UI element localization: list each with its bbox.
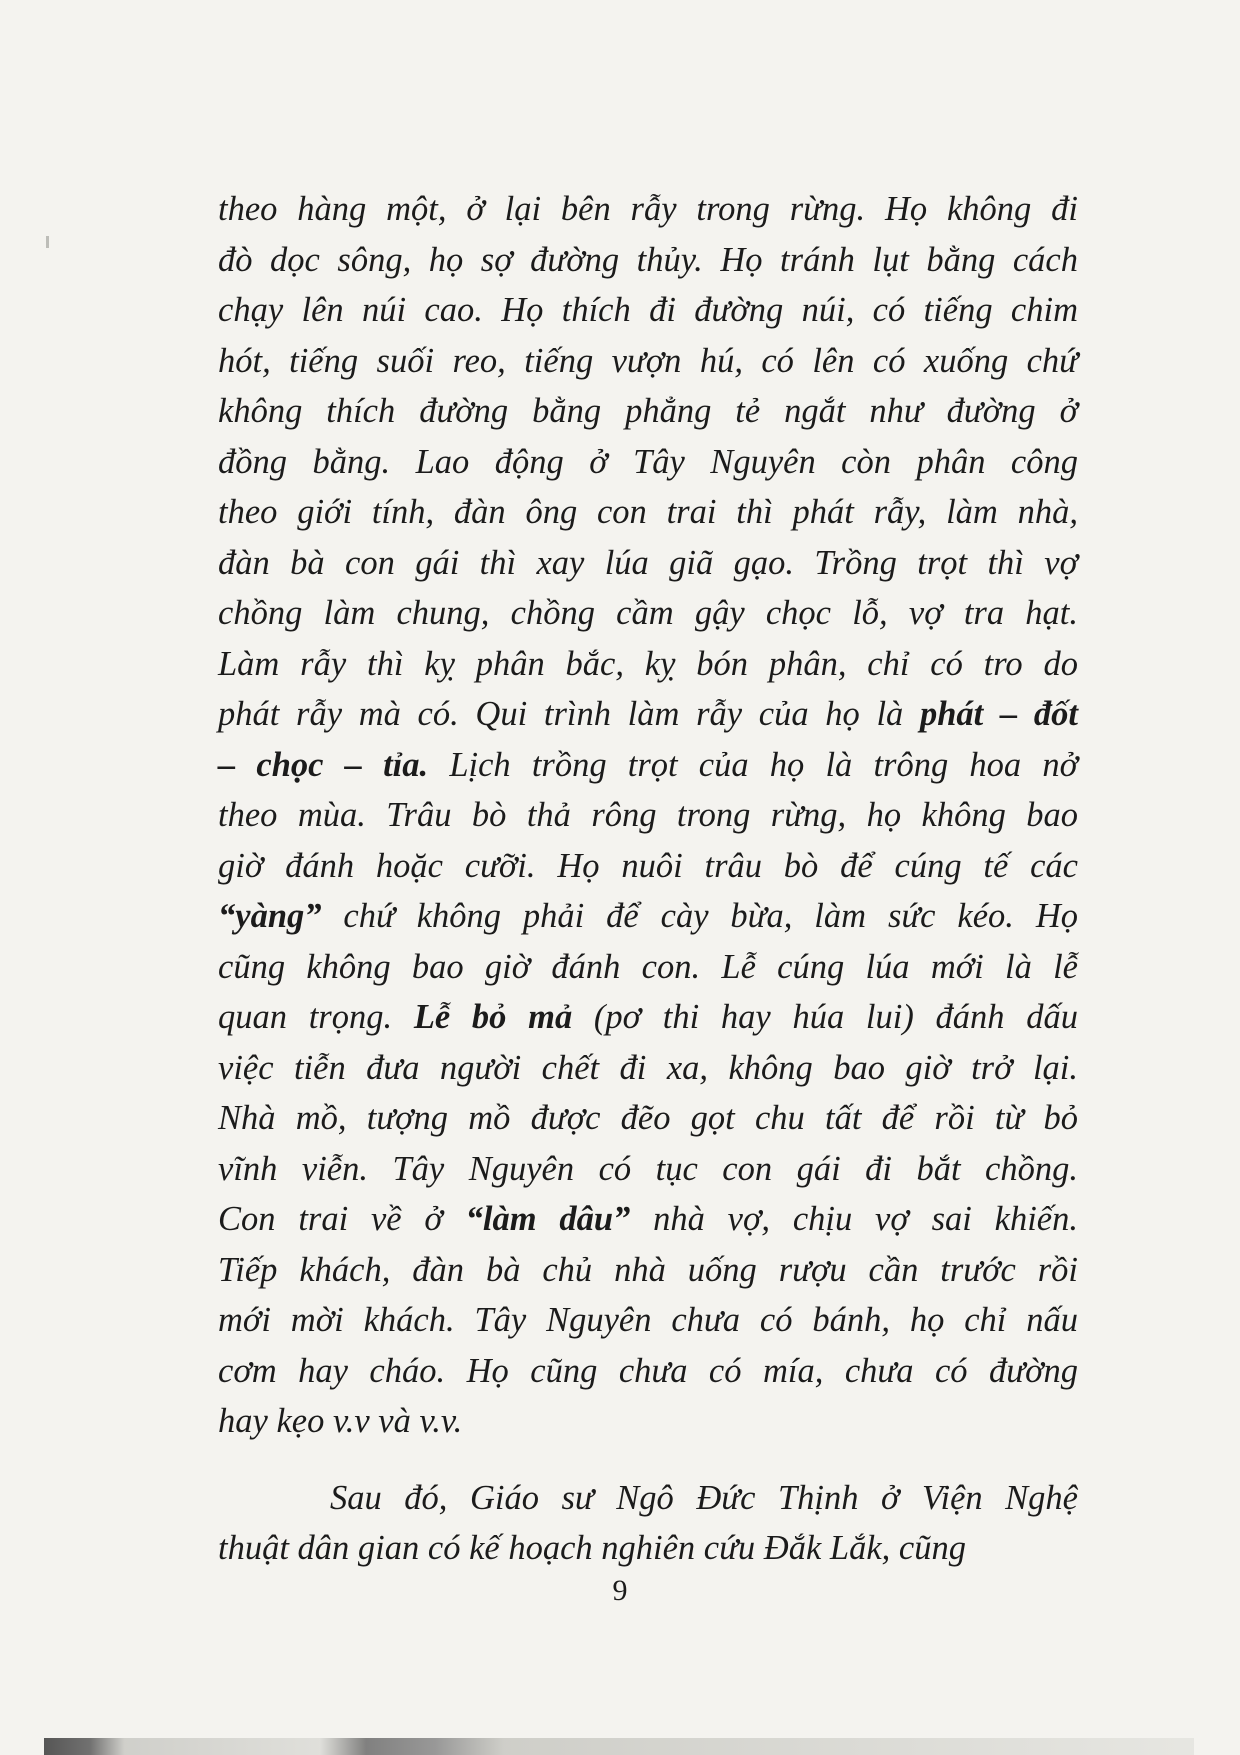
text-run: Nhà mồ, tượng mồ được đẽo gọt chu tất để rồi từ bỏ (218, 1099, 1078, 1137)
text-line (218, 740, 1078, 791)
text-line (218, 538, 1078, 589)
text-run: thuật dân gian có kế hoạch nghiên cứu Đắk Lắk, cũng (218, 1529, 966, 1567)
text-run: hay kẹo v.v và v.v. (218, 1402, 463, 1440)
text-line (218, 1295, 1078, 1346)
text-run: không thích đường bằng phẳng tẻ ngắt như đường ở (218, 392, 1078, 430)
text-run: chạy lên núi cao. Họ thích đi đường núi, có tiếng chim (218, 291, 1078, 329)
text-run: theo mùa. Trâu bò thả rông trong rừng, họ không bao (218, 796, 1078, 834)
text-line (218, 992, 1078, 1043)
text-line (218, 689, 1078, 740)
text-run: Sau đó, Giáo sư Ngô Đức Thịnh ở Viện Nghệ (330, 1478, 1078, 1517)
text-line (218, 1346, 1078, 1397)
text-line (218, 1194, 1078, 1245)
page-text (218, 184, 1078, 1574)
text-line (218, 790, 1078, 841)
bold-term: “làm dâu” (465, 1200, 631, 1238)
bold-term: phát – đốt (920, 695, 1078, 733)
text-line (218, 1523, 1078, 1574)
text-run: nhà vợ, chịu vợ sai khiến. (630, 1200, 1078, 1238)
text-run: Làm rẫy thì kỵ phân bắc, kỵ bón phân, chỉ có tro do (218, 644, 1078, 683)
text-run: mới mời khách. Tây Nguyên chưa có bánh, họ chỉ nấu (218, 1301, 1078, 1339)
text-run: theo giới tính, đàn ông con trai thì phát rẫy, làm nhà, (218, 493, 1078, 531)
bold-term: “yàng” (218, 897, 322, 935)
text-line (218, 487, 1078, 538)
text-line (218, 184, 1078, 235)
text-run: vĩnh viễn. Tây Nguyên có tục con gái đi bắt chồng. (218, 1149, 1078, 1188)
text-line (218, 1043, 1078, 1094)
text-run: việc tiễn đưa người chết đi xa, không bao giờ trở lại. (218, 1048, 1078, 1087)
text-line (218, 841, 1078, 892)
text-line (218, 639, 1078, 690)
bold-term: – chọc – tỉa. (218, 745, 429, 784)
text-run: chứ không phải để cày bừa, làm sức kéo. Họ (321, 897, 1078, 935)
text-line (218, 1396, 1078, 1447)
text-run: đò dọc sông, họ sợ đường thủy. Họ tránh lụt bằng cách (218, 240, 1078, 279)
text-line (218, 437, 1078, 488)
bold-term: Lễ bỏ mả (413, 998, 573, 1036)
text-line (218, 1245, 1078, 1296)
paragraph-2 (218, 1473, 1078, 1574)
text-run: đồng bằng. Lao động ở Tây Nguyên còn phân công (218, 442, 1078, 481)
text-run: phát rẫy mà có. Qui trình làm rẫy của họ là (218, 695, 920, 733)
text-run: Tiếp khách, đàn bà chủ nhà uống rượu cần trước rồi (218, 1250, 1078, 1289)
paragraph-1 (218, 184, 1078, 1447)
text-line (218, 1144, 1078, 1195)
text-line (218, 891, 1078, 942)
scan-edge-shadow (44, 1738, 1194, 1755)
text-run: hót, tiếng suối reo, tiếng vượn hú, có lên có xuống chứ (218, 341, 1078, 380)
text-run: theo hàng một, ở lại bên rẫy trong rừng. Họ không đi (218, 190, 1078, 228)
text-run: đàn bà con gái thì xay lúa giã gạo. Trồng trọt thì vợ (218, 543, 1078, 582)
text-run: (pơ thi hay húa lui) đánh dấu (572, 998, 1078, 1036)
text-run: quan trọng. (218, 998, 414, 1036)
text-run: Con trai về ở (218, 1200, 466, 1238)
text-line (218, 336, 1078, 387)
text-line (218, 386, 1078, 437)
text-line (218, 942, 1078, 993)
text-line (218, 588, 1078, 639)
paragraph-gap (218, 1447, 1078, 1473)
text-run: Lịch trồng trọt của họ là trông hoa nở (428, 745, 1078, 784)
text-line (218, 1093, 1078, 1144)
text-run: giờ đánh hoặc cưỡi. Họ nuôi trâu bò để cúng tế các (218, 846, 1078, 885)
text-line (218, 235, 1078, 286)
text-run: chồng làm chung, chồng cầm gậy chọc lỗ, vợ tra hạt. (218, 594, 1078, 632)
page-number: 9 (612, 1574, 628, 1607)
text-line (218, 1473, 1078, 1524)
text-line (218, 285, 1078, 336)
text-run: cũng không bao giờ đánh con. Lễ cúng lúa mới là lễ (218, 947, 1078, 986)
scan-speck (46, 236, 49, 248)
text-run: cơm hay cháo. Họ cũng chưa có mía, chưa có đường (218, 1351, 1078, 1390)
